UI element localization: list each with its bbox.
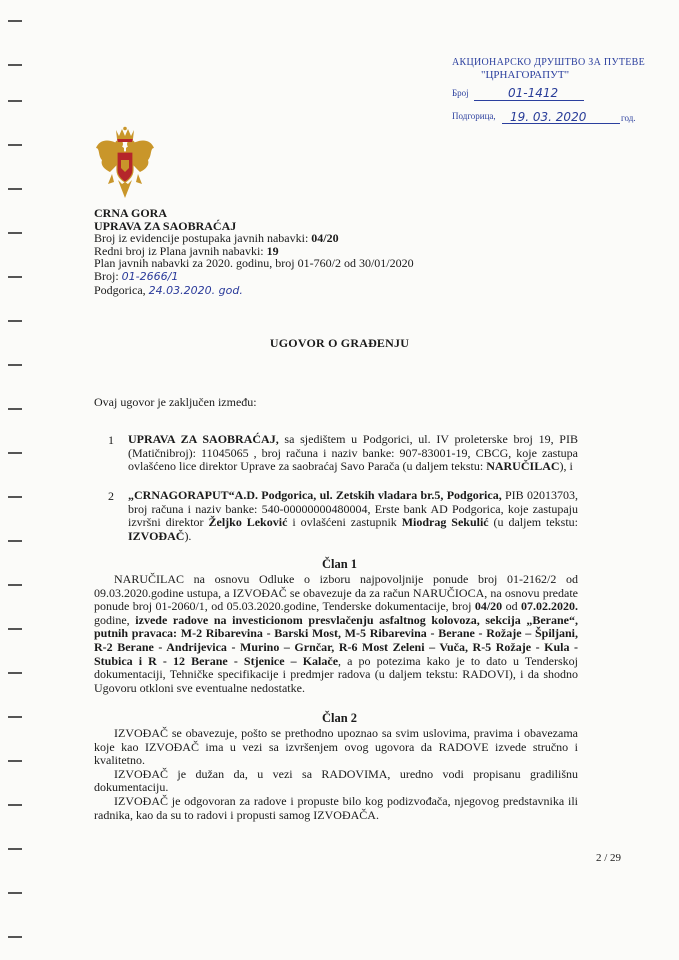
stamp-date-value: 19. 03. 2020	[510, 110, 587, 124]
binder-mark	[8, 584, 22, 586]
stamp-place-label: Подгорица,	[452, 111, 496, 121]
binder-mark	[8, 364, 22, 366]
binder-mark	[8, 232, 22, 234]
handwritten-number: 01-2666/1	[121, 269, 179, 283]
binder-mark	[8, 144, 22, 146]
article-2-paragraph: IZVOĐAČ se obavezuje, pošto se prethodno upoznao sa svim uslovima, pravima i obavezama koje kao IZVOĐAČ ima u vezi sa izvršenjem ovog ugovora da RADOVE izvede stručno i kvalitetno.	[94, 726, 578, 768]
binder-mark	[8, 320, 22, 322]
stamp-broj-label: Број	[452, 88, 469, 98]
party-number: 1	[108, 433, 114, 447]
plan-text: Plan javnih nabavki za 2020. godinu, broj 01-760/2 od 30/01/2020	[94, 256, 414, 271]
binder-mark	[8, 540, 22, 542]
evidence-number: Broj iz evidencije postupaka javnih nabavki: 04/20	[94, 231, 339, 246]
binder-mark	[8, 276, 22, 278]
article-1-heading: Član 1	[321, 557, 358, 571]
binder-mark	[8, 408, 22, 410]
binder-mark	[8, 188, 22, 190]
binder-mark	[8, 892, 22, 894]
stamp-god-label: год.	[621, 113, 636, 123]
handwritten-date: 24.03.2020. god.	[148, 283, 243, 297]
country-name: CRNA GORA	[94, 206, 168, 220]
stamp-broj-value: 01-1412	[508, 86, 559, 100]
contract-title: UGOVOR O GRAĐENJU	[269, 336, 410, 350]
page-number: 2 / 29	[596, 852, 622, 864]
article-2-text	[94, 727, 578, 822]
party-2: „CRNAGORAPUT“A.D. Podgorica, ul. Zetskih vladara br.5, Podgorica, PIB 02013703, broj računa i naziv banke: 540-00000000480004, Erste bank AD Podgorica, koje zastupaju izvršni direktor Željko Leković i ovlašćeni zastupnik Miodrag Sekulić (u daljem tekstu: IZVOĐAČ).	[128, 488, 579, 543]
binder-mark	[8, 496, 22, 498]
article-2-paragraph: IZVOĐAČ je dužan da, u vezi sa RADOVIMA, uredno vodi propisanu gradilišnu dokumentaciju.	[94, 766, 578, 795]
article-2-heading: Član 2	[321, 711, 358, 725]
document-date: Podgorica, 24.03.2020. god.	[94, 282, 243, 297]
party-number: 2	[108, 489, 114, 503]
document-number: Broj: 01-2666/1	[94, 268, 179, 283]
party-1: UPRAVA ZA SAOBRAĆAJ, sa sjedištem u Podgorici, ul. IV proleterske broj 19, PIB (Matičnibroj): 11045065 , broj računa i naziv banke: 907-83001-19, CBCG, koje zastupa ovlašćeno lice direktor Uprave za saobraćaj Savo Parača (u daljem tekstu: NARUČILAC), i	[128, 432, 578, 473]
binder-mark	[8, 452, 22, 454]
stamp-line	[474, 100, 584, 101]
article-1-text: NARUČILAC na osnovu Odluke o izboru najpovoljnije ponude broj 01-2162/2 od 09.03.2020.godine ustupa, a IZVOĐAČ se obavezuje da za račun NARUČIOCA, na osnovu predate ponude broj 01-2060/1, od 05.03.2020.godine, Tenderske dokumentacije, broj 04/20 od 07.02.2020. godine, izvede radove na investicionom presvlačenju asfaltnog kolovoza, sekcija „Berane“, putnih pravaca: M-2 Ribarevina - Barski Most, M-5 Ribarevina - Berane - Rožaje – Špiljani, R-2 Berane - Andrijevica - Murino – Grnčar, R-6 Most Zeleni – Vuča, R-5 Rožaje - Kula - Stubica i R - 12 Berane - Stjenice – Kalače, a po potezima kako je to dato u Tenderskoj dokumentaciji, Tehničke specifikacije i predmjer radova (u daljem tekstu: RADOVI), i da shodno Ugovoru otkloni sve eventualne nedostatke.	[94, 572, 578, 695]
binder-mark	[8, 936, 22, 938]
binder-mark	[8, 100, 22, 102]
binder-mark	[8, 672, 22, 674]
coat-of-arms-icon	[94, 126, 156, 204]
binder-mark	[8, 20, 22, 22]
article-2-paragraph: IZVOĐAČ je odgovoran za radove i propuste bilo kog podizvođača, njegovog predstavnika ili radnika, kao da su to radovi i propusti samog IZVOĐAČA.	[94, 793, 578, 822]
stamp-company-name: "ЦРНАГОРАПУТ"	[481, 69, 570, 81]
intro-text: Ovaj ugovor je zaključen između:	[94, 395, 257, 409]
binder-mark	[8, 804, 22, 806]
binder-mark	[8, 64, 22, 66]
registry-stamp	[438, 55, 646, 135]
document-header	[94, 207, 414, 297]
authority-name: UPRAVA ZA SAOBRAĆAJ	[94, 218, 237, 233]
binder-mark	[8, 848, 22, 850]
binder-mark	[8, 760, 22, 762]
stamp-company-line: АКЦИОНАРСКО ДРУШТВО ЗА ПУТЕВЕ	[452, 57, 646, 68]
plan-number: Redni broj iz Plana javnih nabavki: 19	[94, 243, 279, 258]
binder-mark	[8, 628, 22, 630]
